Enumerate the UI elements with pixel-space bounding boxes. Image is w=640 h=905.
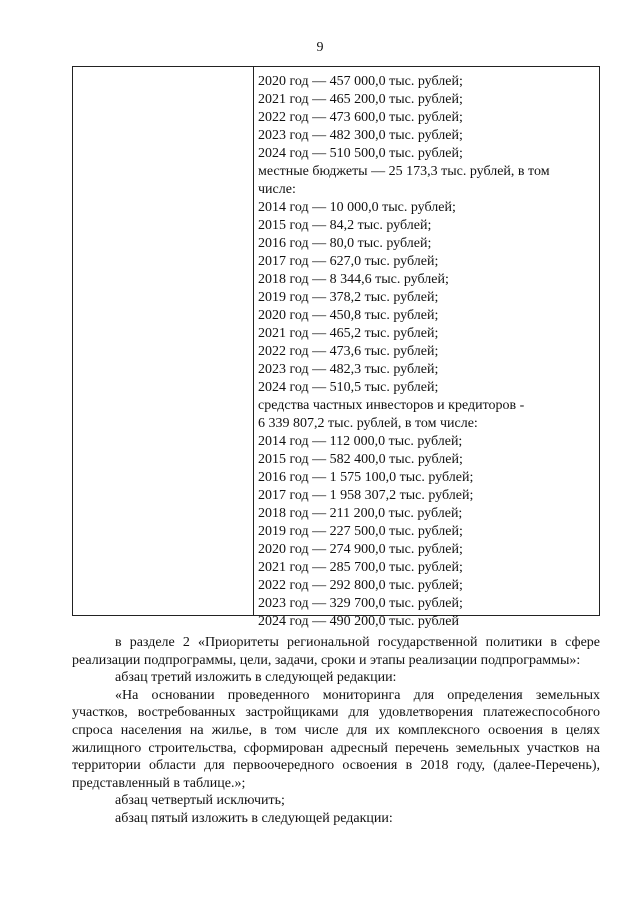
table-line: 2023 год — 482,3 тыс. рублей; (258, 362, 439, 377)
table-line: средства частных инвесторов и кредиторов - (258, 398, 525, 413)
table-line: 2018 год — 211 200,0 тыс. рублей; (258, 506, 463, 521)
table-line: 6 339 807,2 тыс. рублей, в том числе: (258, 416, 478, 431)
paragraph: абзац третий изложить в следующей редакции: (115, 670, 397, 686)
table-line: 2020 год — 457 000,0 тыс. рублей; (258, 74, 463, 89)
table-line: 2019 год — 227 500,0 тыс. рублей; (258, 524, 463, 539)
table-line: числе: (258, 182, 296, 197)
table-line: 2021 год — 465 200,0 тыс. рублей; (258, 92, 463, 107)
table-line: 2022 год — 473 600,0 тыс. рублей; (258, 110, 463, 125)
table-right-cell (258, 73, 593, 631)
table-line: 2023 год — 329 700,0 тыс. рублей; (258, 596, 463, 611)
table-line: 2017 год — 1 958 307,2 тыс. рублей; (258, 488, 474, 503)
paragraph: абзац пятый изложить в следующей редакции: (115, 810, 393, 826)
table-line: 2020 год — 450,8 тыс. рублей; (258, 308, 439, 323)
table-line: 2022 год — 473,6 тыс. рублей; (258, 344, 439, 359)
table-line: 2015 год — 84,2 тыс. рублей; (258, 218, 432, 233)
table-line: 2021 год — 465,2 тыс. рублей; (258, 326, 439, 341)
paragraph: «На основании проведенного мониторинга для определения земельных участков, востребованных застройщиками для удовлетворения платежеспособного спроса населения на жилье, в том числе для их комплексного освоения в целях жилищного строительства, сформирован адресный перечень земельных участков на территории области для первоочередного освоения в 2018 году, (далее-Перечень), представленный в таблице.»; (72, 687, 600, 791)
table-line: 2018 год — 8 344,6 тыс. рублей; (258, 272, 449, 287)
table-line: 2016 год — 1 575 100,0 тыс. рублей; (258, 470, 474, 485)
table-column-divider (253, 67, 254, 615)
table-line: 2019 год — 378,2 тыс. рублей; (258, 290, 439, 305)
table-line: 2023 год — 482 300,0 тыс. рублей; (258, 128, 463, 143)
table-line: 2017 год — 627,0 тыс. рублей; (258, 254, 439, 269)
table-line: 2016 год — 80,0 тыс. рублей; (258, 236, 432, 251)
paragraph: в разделе 2 «Приоритеты региональной государственной политики в сфере реализации подпрограммы, цели, задачи, сроки и этапы реализации подпрограммы»: (72, 635, 600, 668)
table-line: 2024 год — 510,5 тыс. рублей; (258, 380, 439, 395)
table-line: 2022 год — 292 800,0 тыс. рублей; (258, 578, 463, 593)
table-line: 2015 год — 582 400,0 тыс. рублей; (258, 452, 463, 467)
paragraph: абзац четвертый исключить; (115, 793, 285, 809)
table-line: 2024 год — 510 500,0 тыс. рублей; (258, 146, 463, 161)
table-line: 2021 год — 285 700,0 тыс. рублей; (258, 560, 463, 575)
body-text (72, 626, 600, 828)
table-line: местные бюджеты — 25 173,3 тыс. рублей, в том (258, 164, 550, 179)
table-line: 2024 год — 490 200,0 тыс. рублей (258, 614, 459, 629)
page-number: 9 (316, 40, 324, 55)
table-line: 2020 год — 274 900,0 тыс. рублей; (258, 542, 463, 557)
funding-table (72, 66, 600, 629)
table-line: 2014 год — 112 000,0 тыс. рублей; (258, 434, 463, 449)
table-line: 2014 год — 10 000,0 тыс. рублей; (258, 200, 456, 215)
